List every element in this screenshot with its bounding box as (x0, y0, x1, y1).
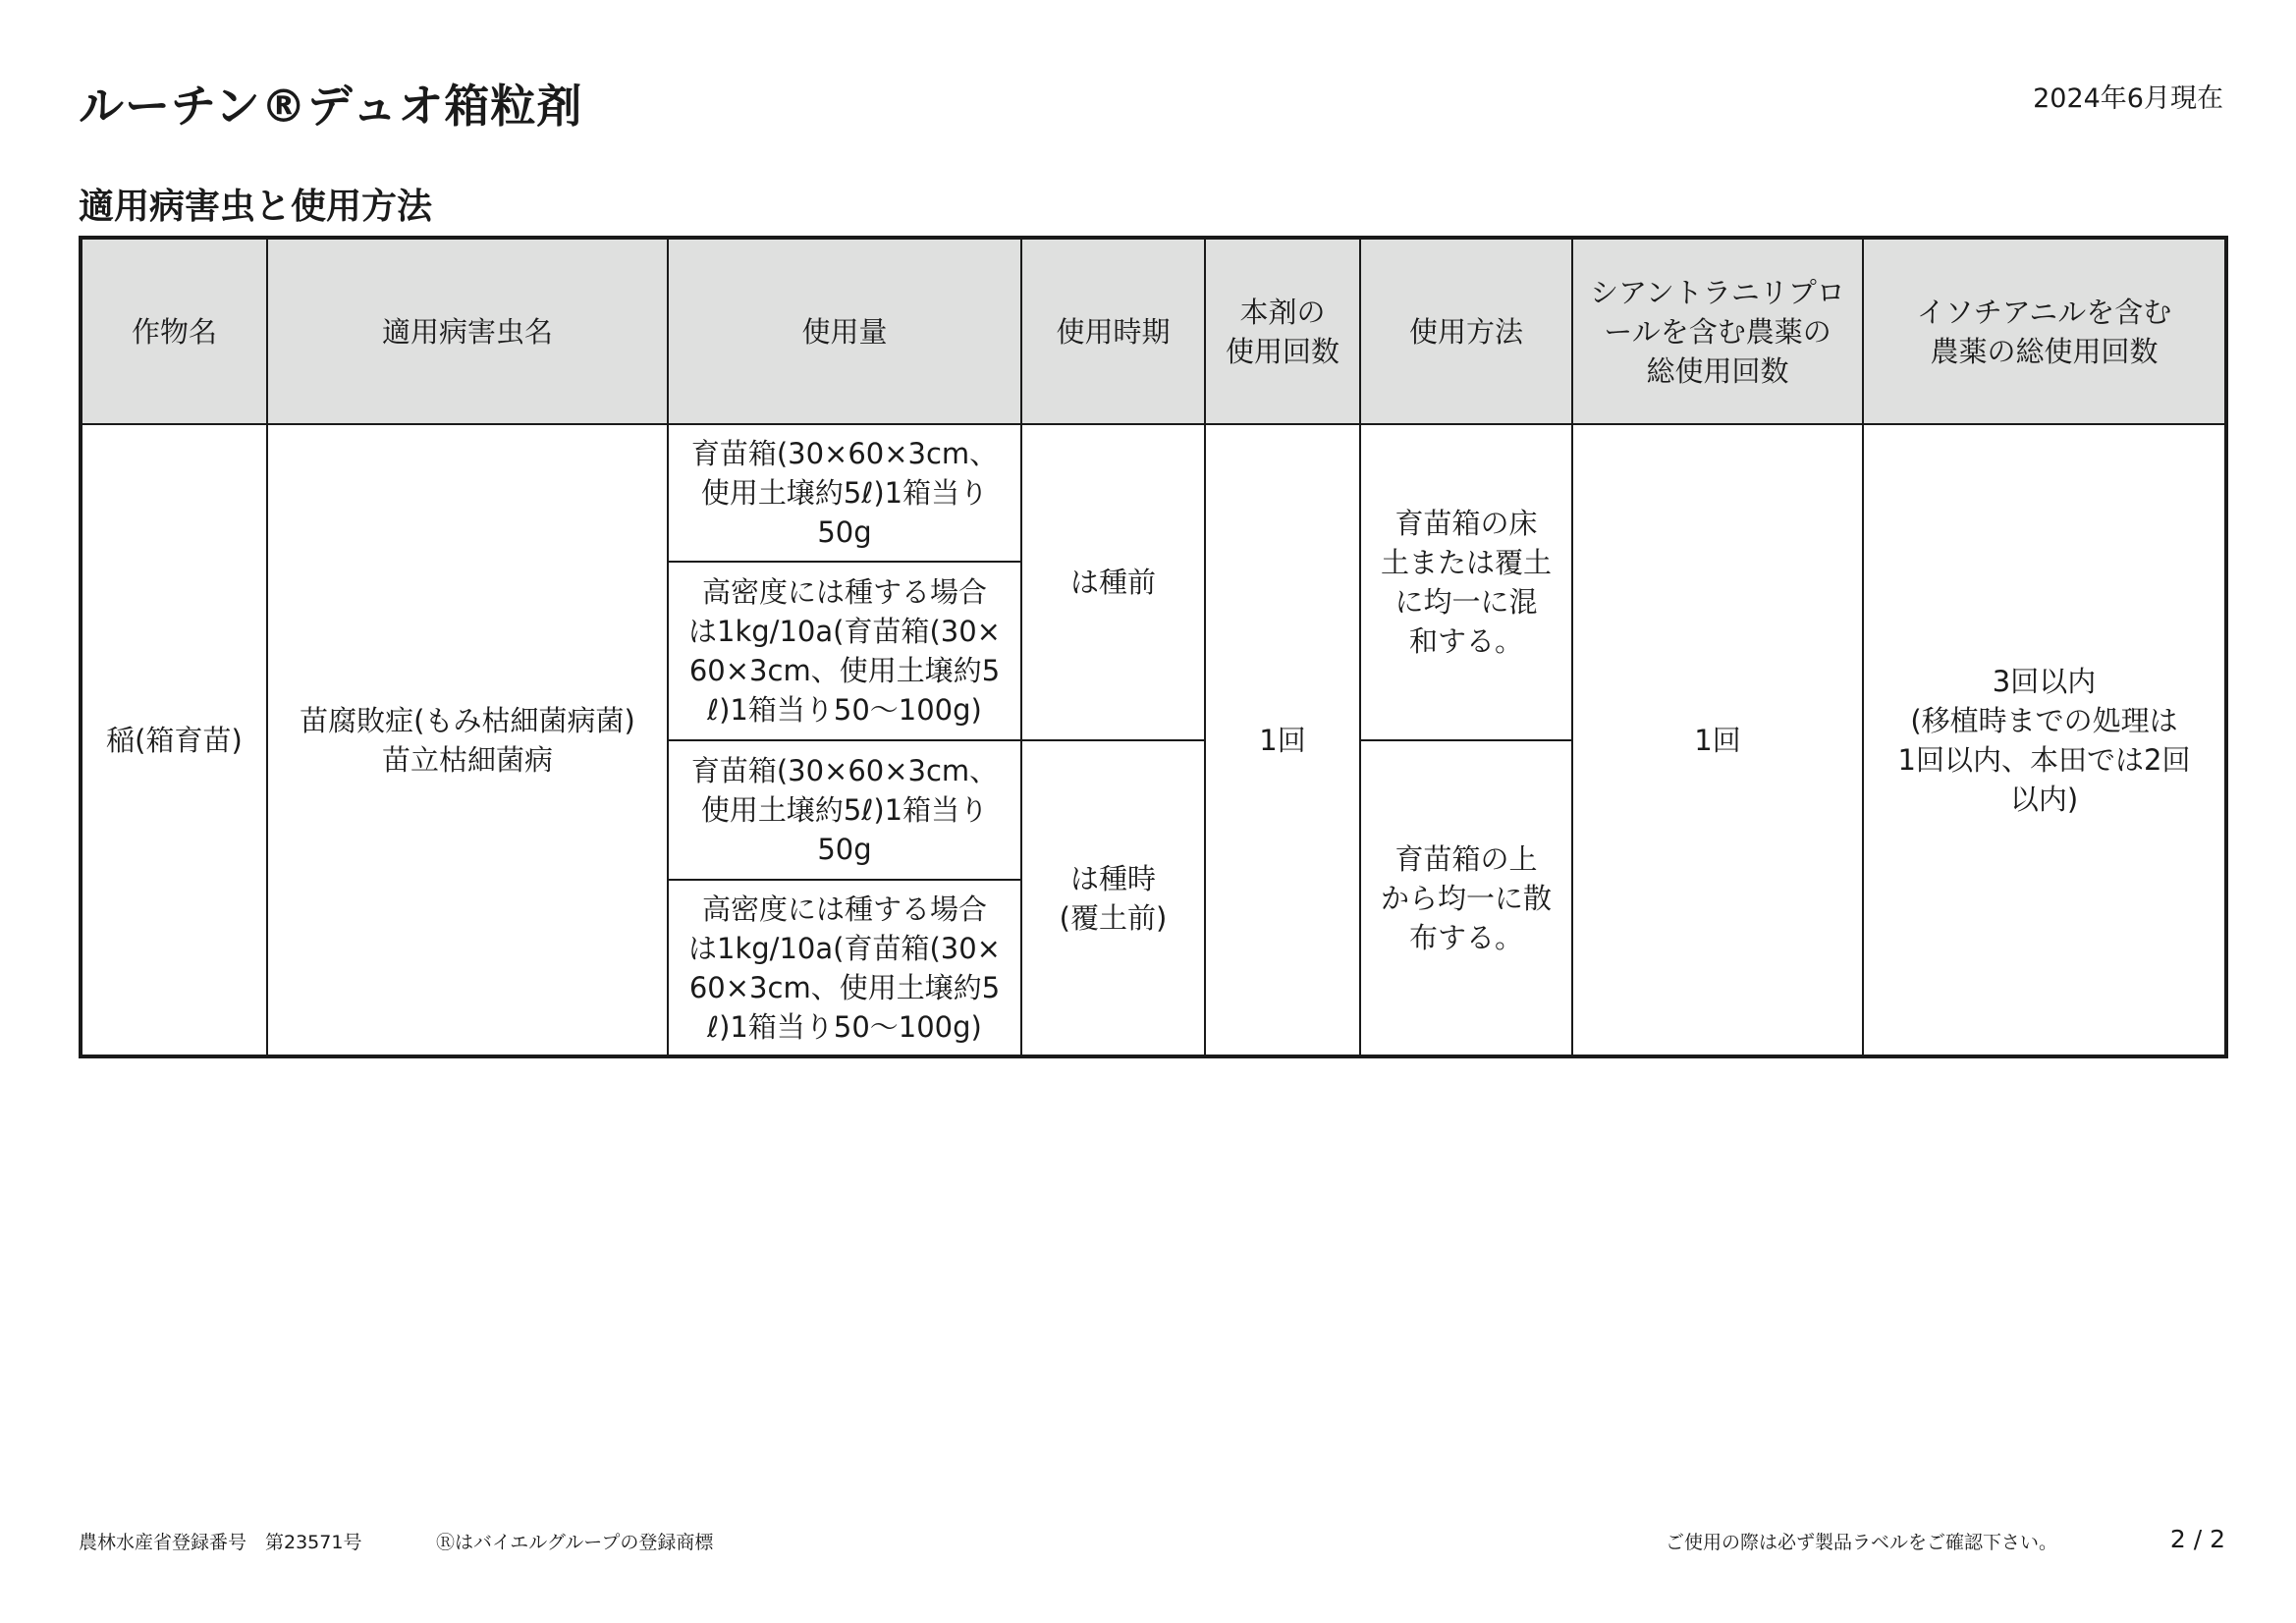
header-product-uses: 本剤の 使用回数 (1205, 238, 1360, 424)
header-pest: 適用病害虫名 (267, 238, 668, 424)
header-crop: 作物名 (81, 238, 267, 424)
method-cell: 育苗箱の床 土または覆土 に均一に混 和する。 (1360, 424, 1572, 740)
header-amount: 使用量 (668, 238, 1021, 424)
section-title: 適用病害虫と使用方法 (79, 187, 433, 227)
product-uses-cell: 1回 (1205, 424, 1360, 1056)
cyantraniliprole-total-cell: 1回 (1572, 424, 1863, 1056)
timing-cell: は種前 (1021, 424, 1205, 740)
header-timing: 使用時期 (1021, 238, 1205, 424)
crop-cell: 稲(箱育苗) (81, 424, 267, 1056)
amount-cell: 高密度には種する場合 は1kg/10a(育苗箱(30× 60×3cm、使用土壌約5 ℓ)1箱当り50～100g) (668, 880, 1021, 1056)
amount-cell: 育苗箱(30×60×3cm、 使用土壌約5ℓ)1箱当り 50g (668, 424, 1021, 562)
usage-table (79, 236, 2228, 1058)
header-cyantraniliprole-total: シアントラニリプロ ールを含む農薬の 総使用回数 (1572, 238, 1863, 424)
header-isotianil-total: イソチアニルを含む 農薬の総使用回数 (1863, 238, 2226, 424)
trademark-note: Ⓡはバイエルグループの登録商標 (436, 1532, 714, 1553)
amount-cell: 育苗箱(30×60×3cm、 使用土壌約5ℓ)1箱当り 50g (668, 740, 1021, 880)
header-method: 使用方法 (1360, 238, 1572, 424)
document-title: ルーチン®デュオ箱粒剤 (79, 80, 583, 133)
as-of-date: 2024年6月現在 (2033, 83, 2223, 114)
table-row (81, 424, 2226, 562)
pest-cell: 苗腐敗症(もみ枯細菌病菌) 苗立枯細菌病 (267, 424, 668, 1056)
amount-cell: 高密度には種する場合 は1kg/10a(育苗箱(30× 60×3cm、使用土壌約5 ℓ)1箱当り50～100g) (668, 562, 1021, 740)
page-number: 2 / 2 (2169, 1525, 2225, 1553)
registration-number: 農林水産省登録番号 第23571号 (79, 1532, 362, 1553)
timing-cell: は種時 (覆土前) (1021, 740, 1205, 1056)
isotianil-total-cell: 3回以内 (移植時までの処理は 1回以内、本田では2回 以内) (1863, 424, 2226, 1056)
table-header-row (81, 238, 2226, 424)
label-check-note: ご使用の際は必ず製品ラベルをご確認下さい。 (1666, 1532, 2058, 1553)
method-cell: 育苗箱の上 から均一に散 布する。 (1360, 740, 1572, 1056)
